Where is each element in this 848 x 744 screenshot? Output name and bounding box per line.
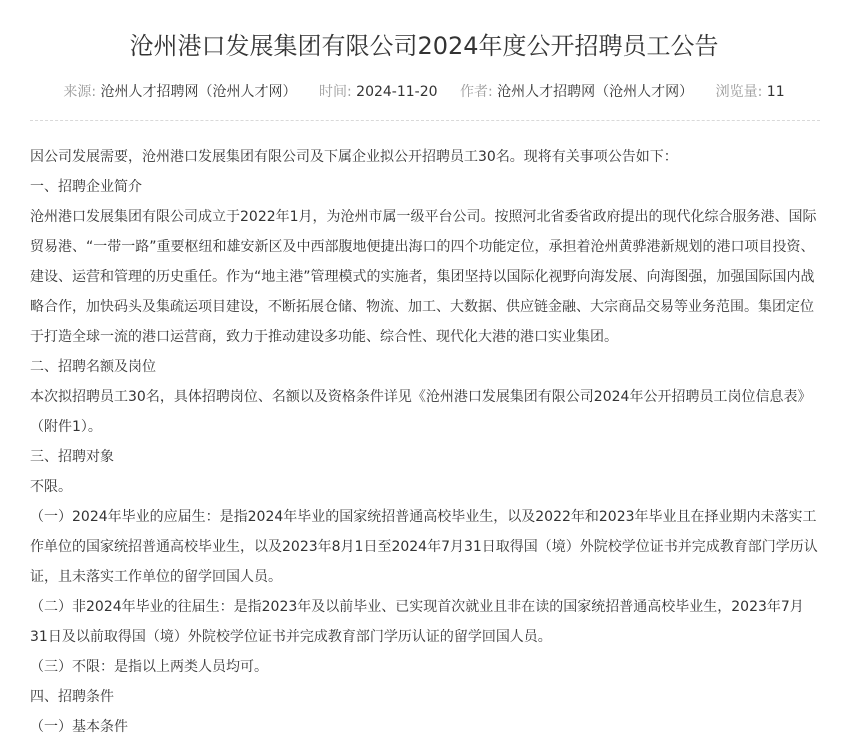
article-meta — [0, 82, 848, 102]
views-label: 浏览量: — [715, 84, 763, 100]
section-heading-positions: 二、招聘名额及岗位 — [30, 359, 156, 375]
section-heading-targets: 三、招聘对象 — [30, 449, 114, 465]
source-value: 沧州人才招聘网（沧州人才网） — [100, 84, 297, 100]
meta-views — [716, 82, 785, 102]
meta-author — [460, 82, 693, 102]
company-intro-paragraph: 沧州港口发展集团有限公司成立于2022年1月，为沧州市属一级平台公司。按照河北省委省政府提出的现代化综合服务港、国际贸易港、“一带一路”重要枢纽和雄安新区及中西部腹地便捷出海口的四个功能定位，承担着沧州黄骅港新规划的港口项目投资、建设、运营和管理的历史重任。作为“地主港”管理模式的实施者，集团坚持以国际化视野向海发展、向海图强，加强国际国内战略合作，加快码头及集疏运项目建设，不断拓展仓储、物流、加工、大数据、供应链金融、大宗商品交易等业务范围。集团定位于打造全球一流的港口运营商，致力于推动建设多功能、综合性、现代化大港的港口实业集团。 — [30, 209, 817, 345]
views-value: 11 — [766, 84, 785, 100]
article-body — [30, 142, 820, 742]
section-heading-company: 一、招聘企业简介 — [30, 179, 142, 195]
time-label: 时间: — [319, 84, 352, 100]
meta-time — [319, 82, 438, 102]
targets-item-fresh-graduates: （一）2024年毕业的应届生：是指2024年毕业的国家统招普通高校毕业生，以及2022年和2023年毕业且在择业期内未落实工作单位的国家统招普通高校毕业生，以及2023年8月1日至2024年7月31日取得国（境）外院校学位证书并完成教育部门学历认证，且未落实工作单位的留学回国人员。 — [30, 509, 818, 585]
meta-divider — [30, 120, 820, 121]
conditions-subheading-basic: （一）基本条件 — [30, 719, 128, 735]
intro-paragraph: 因公司发展需要，沧州港口发展集团有限公司及下属企业拟公开招聘员工30名。现将有关事项公告如下： — [30, 149, 678, 165]
meta-source — [63, 82, 296, 102]
targets-paragraph: 不限。 — [30, 479, 72, 495]
author-value: 沧州人才招聘网（沧州人才网） — [497, 84, 694, 100]
author-label: 作者: — [460, 84, 493, 100]
targets-item-previous-graduates: （二）非2024年毕业的往届生：是指2023年及以前毕业、已实现首次就业且非在读的国家统招普通高校毕业生，2023年7月31日及以前取得国（境）外院校学位证书并完成教育部门学历认证的留学回国人员。 — [30, 599, 804, 645]
page-title: 沧州港口发展集团有限公司2024年度公开招聘员工公告 — [129, 32, 719, 60]
targets-item-unlimited: （三）不限：是指以上两类人员均可。 — [30, 659, 268, 675]
section-heading-conditions: 四、招聘条件 — [30, 689, 114, 705]
time-value: 2024-11-20 — [356, 84, 438, 100]
positions-paragraph: 本次拟招聘员工30名，具体招聘岗位、名额以及资格条件详见《沧州港口发展集团有限公司2024年公开招聘员工岗位信息表》（附件1）。 — [30, 389, 812, 435]
source-label: 来源: — [63, 84, 97, 100]
